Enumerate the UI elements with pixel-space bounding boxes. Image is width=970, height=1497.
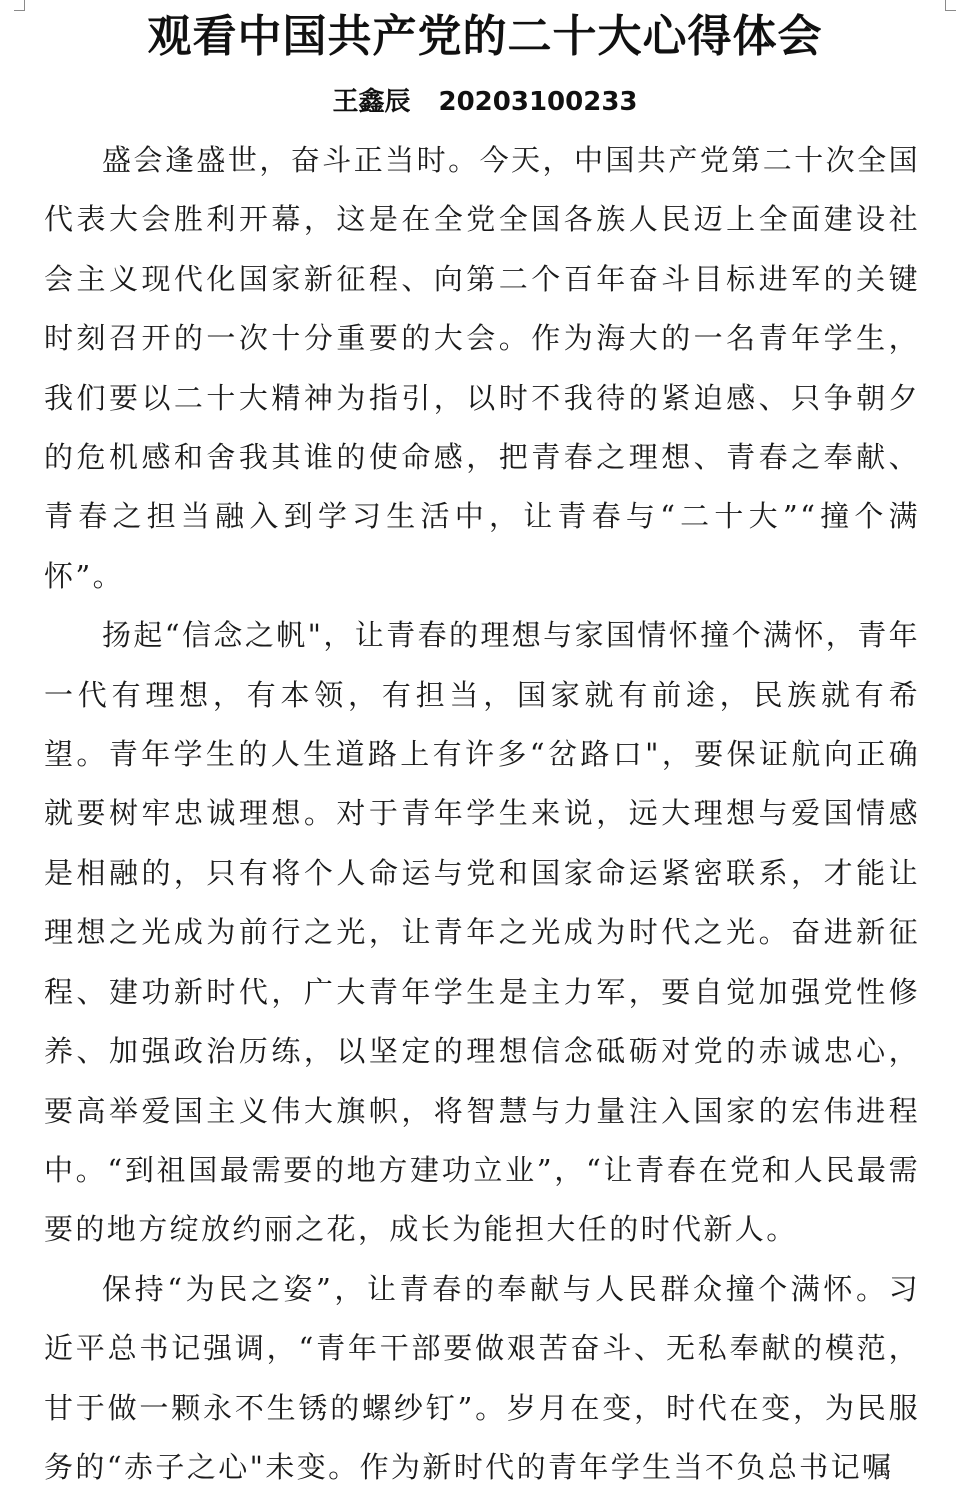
paragraph: 盛会逢盛世，奋斗正当时。今天，中国共产党第二十次全国代表大会胜利开幕，这是在全党全国各族人民迈上全面建设社会主义现代化国家新征程、向第二个百年奋斗目标进军的关键时刻召开的一次十分重要的大会。作为海大的一名青年学生，我们要以二十大精神为指引，以时不我待的紧迫感、只争朝夕的危机感和舍我其谁的使命感，把青春之理想、青春之奉献、青春之担当融入到学习生活中，让青春与“二十大”“撞个满怀”。	[44, 143, 920, 593]
author-line	[0, 82, 970, 122]
paragraph: 扬起“信念之帆"，让青春的理想与家国情怀撞个满怀，青年一代有理想，有本领，有担当，国家就有前途，民族就有希望。青年学生的人生道路上有许多“岔路口"，要保证航向正确就要树牢忠诚理想。对于青年学生来说，远大理想与爱国情感是相融的，只有将个人命运与党和国家命运紧密联系，才能让理想之光成为前行之光，让青年之光成为时代之光。奋进新征程、建功新时代，广大青年学生是主力军，要自觉加强党性修养、加强政治历练，以坚定的理想信念砥砺对党的赤诚忠心，要高举爱国主义伟大旗帜，将智慧与力量注入国家的宏伟进程中。“到祖国最需要的地方建功立业”，“让青春在党和人民最需要的地方绽放约丽之花，成长为能担大任的时代新人。	[44, 618, 920, 1247]
student-id: 20203100233	[438, 87, 638, 117]
document-body	[44, 131, 920, 1497]
document-title: 观看中国共产党的二十大心得体会	[147, 11, 823, 62]
paragraph: 保持“为民之姿”，让青春的奉献与人民群众撞个满怀。习近平总书记强调，“青年干部要做艰苦奋斗、无私奉献的模范，甘于做一颗永不生锈的螺纱钉”。岁月在变，时代在变，为民服务的“赤子之心"未变。作为新时代的青年学生当不负总书记嘱	[44, 1271, 920, 1484]
author-name: 王鑫辰	[332, 87, 411, 117]
